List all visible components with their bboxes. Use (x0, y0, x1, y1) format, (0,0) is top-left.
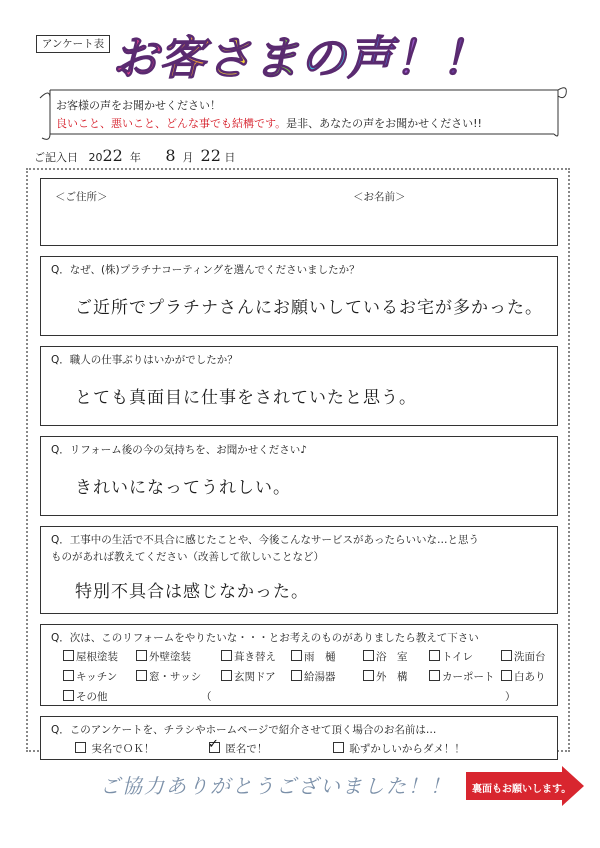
question-box-2 (40, 346, 558, 426)
checkbox[interactable] (221, 670, 232, 681)
question-3: Q．リフォーム後の今の気持ちを、お聞かせください♪ (51, 444, 307, 456)
option-label: 雨 樋 (304, 651, 336, 663)
date-year-unit: 年 (129, 151, 141, 164)
checkbox[interactable] (136, 650, 147, 661)
option-label: 白あり (514, 671, 546, 683)
checkbox[interactable] (429, 670, 440, 681)
option-11[interactable] (291, 669, 336, 684)
checkbox[interactable] (363, 670, 374, 681)
option-label: トイレ (442, 651, 473, 663)
question-box-4 (40, 526, 558, 614)
option-6[interactable] (429, 649, 473, 664)
option-label: カーポート (442, 671, 495, 683)
date-label: ご記入日 (34, 151, 78, 164)
thanks-message: ご協力ありがとうございました！！ (100, 774, 452, 798)
date-year-prefix: 20 (88, 151, 103, 164)
checkbox[interactable] (501, 650, 512, 661)
option-label: 窓・サッシ (149, 671, 202, 683)
option-label: 葺き替え (234, 651, 276, 663)
answer-2-handwritten: とても真面目に仕事をされていたと思う。 (75, 388, 417, 408)
option-label: 匿名で！ (222, 743, 268, 755)
answer-3-handwritten: きれいになってうれしい。 (75, 478, 291, 498)
option-label: 玄関ドア (234, 671, 276, 683)
checkbox[interactable] (291, 670, 302, 681)
date-month-handwritten: 8 (165, 146, 176, 165)
question-box-3 (40, 436, 558, 516)
question-5: Q．次は、このリフォームをやりたいな・・・とお考えのものがありましたら教えて下さい (51, 632, 479, 644)
answer-4-handwritten: 特別不具合は感じなかった。 (75, 582, 309, 602)
checkbox[interactable] (63, 650, 74, 661)
option-13[interactable] (429, 669, 495, 684)
option-2[interactable] (136, 649, 191, 664)
option-label: 恥ずかしいからダメ！！ (346, 743, 465, 755)
title-char: ！ (441, 31, 488, 85)
check-mark-icon: ✓ (208, 737, 219, 752)
question-box-5 (40, 624, 558, 706)
question-1: Q．なぜ、(株)プラチナコーティングを選んでくださいましたか？ (51, 264, 360, 276)
option-label: 外 構 (376, 671, 408, 683)
option-label: 浴 室 (376, 651, 408, 663)
title-char: ！ (394, 31, 441, 85)
option-3[interactable] (221, 649, 276, 664)
date-day-unit: 日 (224, 151, 236, 164)
other-paren-close: ） (505, 691, 516, 703)
back-page-note: 裏面もお願いします。 (472, 784, 572, 795)
question-box-6 (40, 716, 558, 760)
option-5[interactable] (363, 649, 408, 664)
option-15[interactable] (63, 689, 108, 704)
checkbox[interactable] (429, 650, 440, 661)
question-4-line2: ものがあれば教えてください（改善して欲しいことなど） (51, 551, 324, 563)
checkbox[interactable] (221, 650, 232, 661)
checkbox[interactable] (501, 670, 512, 681)
title-char: 客 (159, 31, 206, 85)
survey-tag: アンケート表 (36, 35, 110, 53)
date-day-handwritten: 22 (200, 146, 221, 165)
title-char: ま (253, 31, 300, 85)
banner-line2-rest: 是非、あなたの声をお聞かせください!! (286, 117, 482, 130)
question-box-1 (40, 256, 558, 336)
checkbox[interactable] (63, 690, 74, 701)
date-year-handwritten: 22 (102, 146, 123, 165)
checkbox[interactable] (136, 670, 147, 681)
option-label: 洗面台 (514, 651, 546, 663)
title-char: の (300, 31, 347, 85)
banner-line1: お客様の声をお聞かせください！ (56, 99, 221, 112)
name-option-1[interactable] (75, 741, 154, 756)
checkbox[interactable] (363, 650, 374, 661)
banner-line2 (56, 115, 482, 131)
name-option-3[interactable] (333, 741, 465, 756)
option-4[interactable] (291, 649, 336, 664)
option-label: その他 (76, 691, 108, 703)
option-label: キッチン (76, 671, 118, 683)
name-label: ＜お名前＞ (353, 191, 406, 203)
date-month-unit: 月 (182, 151, 194, 164)
title-char: さ (206, 31, 253, 85)
checkbox[interactable] (75, 742, 86, 753)
option-label: 屋根塗装 (76, 651, 118, 663)
name-option-2[interactable] (208, 737, 268, 756)
other-paren-open: （ (201, 691, 212, 703)
address-box (40, 178, 558, 246)
option-7[interactable] (501, 649, 546, 664)
option-label: 給湯器 (304, 671, 336, 683)
option-label: 実名でＯＫ！ (88, 743, 155, 755)
checkbox[interactable] (333, 742, 344, 753)
answer-1-handwritten: ご近所でプラチナさんにお願いしているお宅が多かった。 (75, 298, 543, 318)
option-14[interactable] (501, 669, 546, 684)
page-title (112, 22, 488, 88)
banner-line2-emphasis: 良いこと、悪いこと、どんな事でも結構です。 (56, 117, 287, 130)
entry-date (34, 146, 235, 165)
option-8[interactable] (63, 669, 117, 684)
question-4-line1: Q．工事中の生活で不具合に感じたことや、今後こんなサービスがあったらいいな…と思う (51, 534, 479, 546)
option-10[interactable] (221, 669, 276, 684)
checkbox[interactable] (291, 650, 302, 661)
question-6: Q．このアンケートを、チラシやホームページで紹介させて頂く場合のお名前は… (51, 724, 437, 736)
checkbox[interactable] (63, 670, 74, 681)
title-char: お (112, 31, 159, 85)
option-12[interactable] (363, 669, 408, 684)
option-label: 外壁塗装 (149, 651, 191, 663)
checkbox[interactable] (208, 737, 220, 753)
title-char: 声 (347, 31, 394, 85)
option-9[interactable] (136, 669, 201, 684)
address-label: ＜ご住所＞ (55, 191, 108, 203)
option-1[interactable] (63, 649, 118, 664)
question-2: Q．職人の仕事ぶりはいかがでしたか？ (51, 354, 238, 366)
